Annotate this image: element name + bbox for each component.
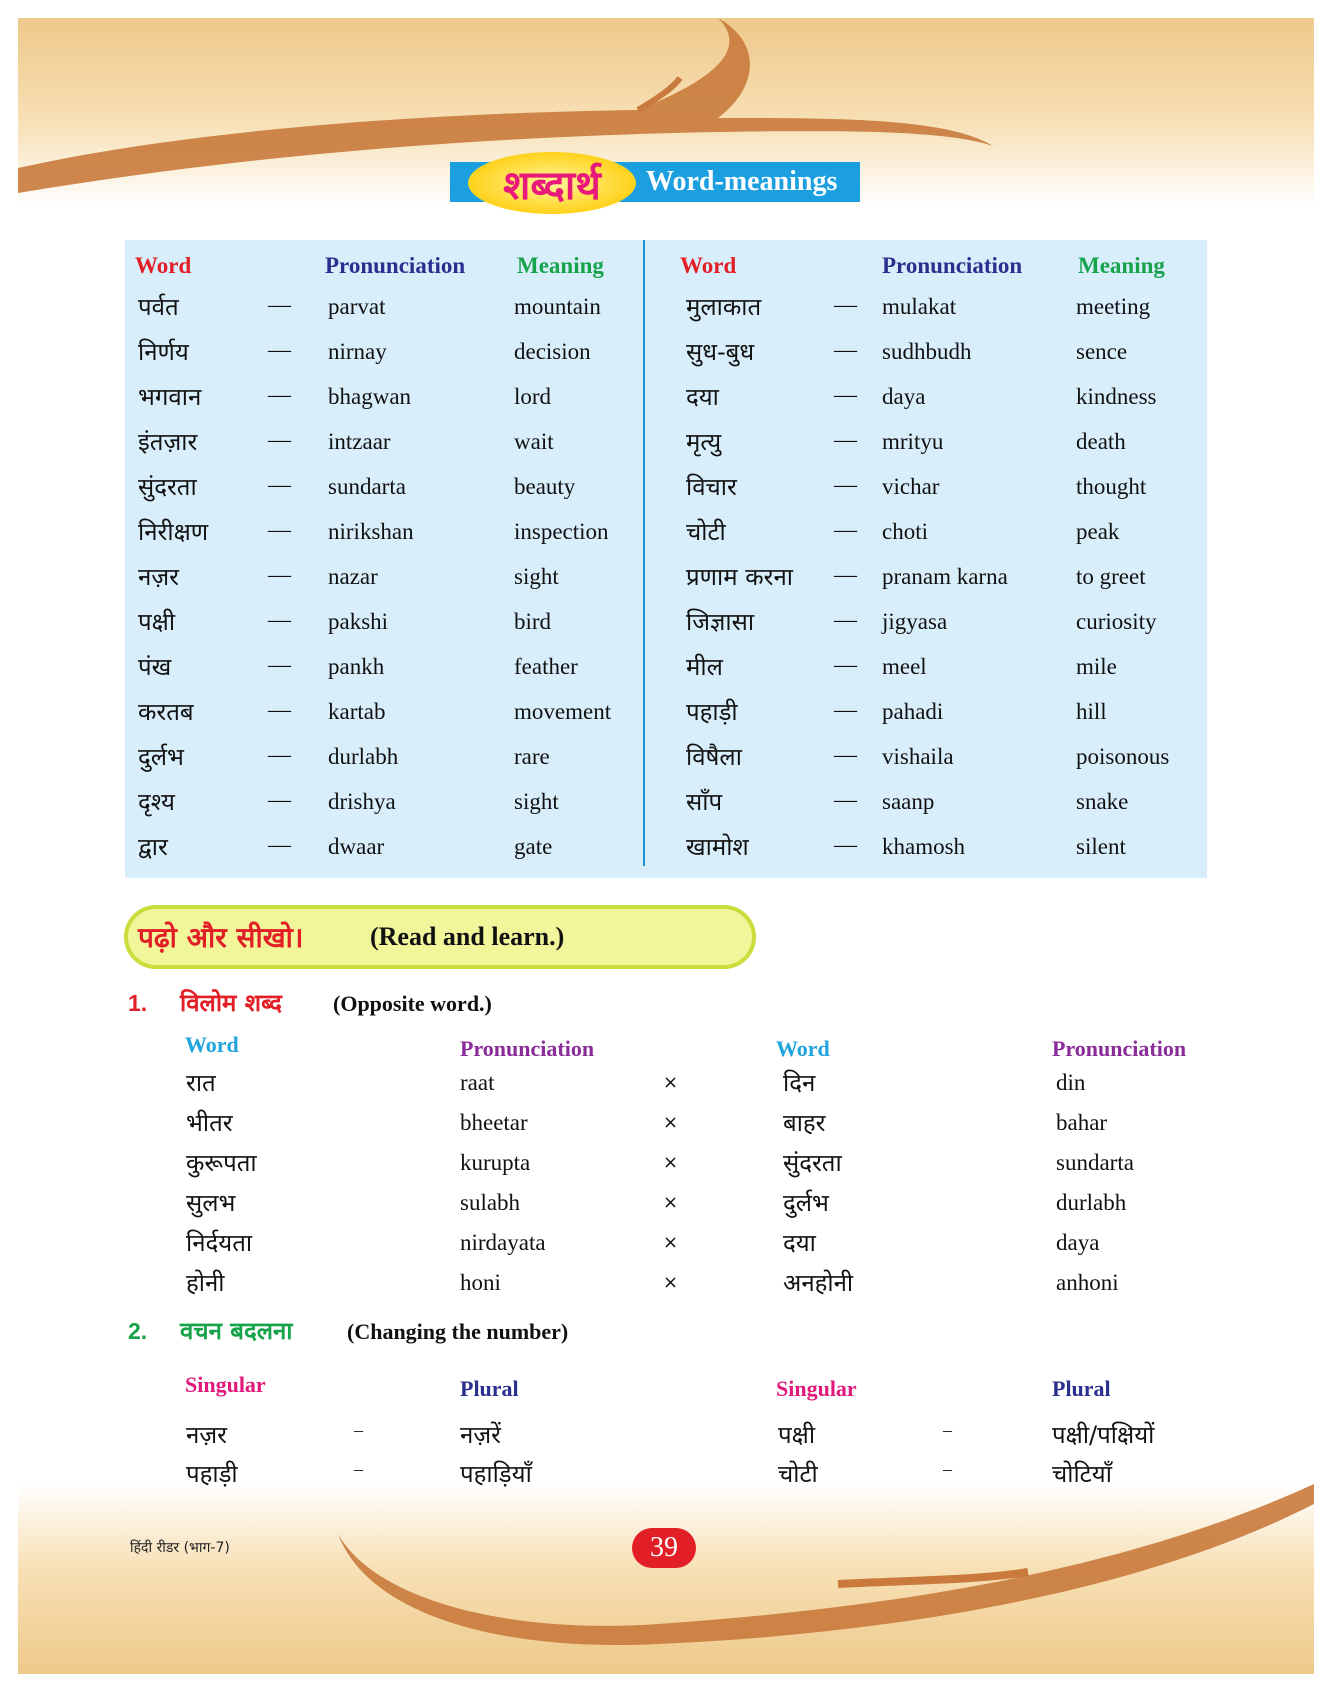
pronunciation-cell: pankh	[328, 654, 385, 679]
pronunciation-cell: sulabh	[460, 1190, 521, 1215]
dash: —	[268, 697, 291, 722]
dash: —	[268, 292, 291, 317]
table-row	[0, 1266, 1332, 1306]
meaning-cell: thought	[1076, 474, 1147, 499]
dash: —	[268, 517, 291, 542]
meaning-cell: inspection	[514, 519, 609, 544]
table-row	[0, 425, 1332, 470]
word-cell: निर्णय	[138, 338, 189, 366]
dash: —	[268, 427, 291, 452]
word-cell: होनी	[186, 1269, 225, 1297]
table-row	[0, 785, 1332, 830]
table-row	[0, 1186, 1332, 1226]
pronunciation-cell: dwaar	[328, 834, 385, 859]
pronunciation-cell: daya	[1056, 1230, 1100, 1255]
word-cell: निर्दयता	[186, 1229, 253, 1257]
table-row	[0, 560, 1332, 605]
pronunciation-cell: vishaila	[882, 744, 954, 769]
dash: —	[834, 427, 857, 452]
pronunciation-cell: pahadi	[882, 699, 944, 724]
word-cell: इंतज़ार	[138, 428, 198, 456]
word-cell: भगवान	[138, 383, 202, 411]
table-row	[0, 650, 1332, 695]
word-cell: मुलाकात	[686, 293, 762, 321]
dash: —	[834, 562, 857, 587]
opposite-mark: ×	[663, 1072, 679, 1093]
pronunciation-cell: mulakat	[882, 294, 957, 319]
word-cell: दुर्लभ	[783, 1189, 829, 1217]
pronunciation-cell: nirnay	[328, 339, 387, 364]
number-header-singular-1: Singular	[185, 1372, 266, 1397]
pronunciation-cell: nirikshan	[328, 519, 414, 544]
word-cell: विचार	[686, 473, 737, 501]
word-cell: पक्षी	[138, 608, 176, 636]
dash: —	[834, 832, 857, 857]
word-cell: मृत्यु	[686, 428, 722, 456]
header-word-right: Word	[680, 253, 737, 278]
dash: —	[268, 607, 291, 632]
meaning-cell: movement	[514, 699, 612, 724]
section-title-hindi: विलोम शब्द	[180, 989, 282, 1017]
title-english: Word-meanings	[646, 166, 838, 197]
word-cell: खामोश	[686, 833, 749, 861]
book-title-footer: हिंदी रीडर (भाग-7)	[130, 1540, 230, 1556]
opposite-mark: ×	[663, 1272, 679, 1293]
dash: —	[834, 742, 857, 767]
dash: —	[834, 697, 857, 722]
pronunciation-cell: din	[1056, 1070, 1086, 1095]
dash: —	[268, 562, 291, 587]
header-pronunciation-right: Pronunciation	[882, 253, 1023, 278]
meaning-cell: poisonous	[1076, 744, 1170, 769]
meaning-cell: beauty	[514, 474, 576, 499]
plural-cell: पक्षी/पक्षियों	[1052, 1421, 1155, 1449]
word-cell: पहाड़ी	[686, 698, 738, 726]
opposite-mark: ×	[663, 1232, 679, 1253]
section-title-english: (Changing the number)	[347, 1319, 569, 1344]
dash: –	[354, 1459, 363, 1479]
dash: –	[943, 1420, 952, 1440]
pronunciation-cell: durlabh	[328, 744, 399, 769]
table-row	[0, 335, 1332, 380]
meaning-cell: decision	[514, 339, 591, 364]
meaning-cell: to greet	[1076, 564, 1146, 589]
plural-cell: पहाड़ियाँ	[460, 1460, 532, 1488]
dash: —	[834, 787, 857, 812]
pronunciation-cell: bhagwan	[328, 384, 412, 409]
meaning-cell: peak	[1076, 519, 1120, 544]
meaning-cell: death	[1076, 429, 1126, 454]
meaning-cell: mountain	[514, 294, 601, 319]
header-pronunciation-left: Pronunciation	[325, 253, 466, 278]
number-header-plural-2: Plural	[1052, 1376, 1111, 1401]
dash: —	[268, 832, 291, 857]
pronunciation-cell: sudhbudh	[882, 339, 972, 364]
meaning-cell: silent	[1076, 834, 1126, 859]
word-cell: निरीक्षण	[138, 518, 209, 546]
meaning-cell: meeting	[1076, 294, 1151, 319]
dash: —	[268, 787, 291, 812]
table-row	[0, 515, 1332, 560]
pronunciation-cell: daya	[882, 384, 926, 409]
word-cell: जिज्ञासा	[686, 608, 755, 636]
pronunciation-cell: meel	[882, 654, 927, 679]
page-number: 39	[632, 1528, 696, 1568]
singular-cell: नज़र	[186, 1421, 227, 1449]
number-header-plural-1: Plural	[460, 1376, 519, 1401]
word-cell: पंख	[138, 653, 172, 681]
word-cell: बाहर	[783, 1109, 826, 1137]
meaning-cell: gate	[514, 834, 553, 859]
dash: —	[834, 382, 857, 407]
word-cell: दिन	[783, 1069, 816, 1097]
pronunciation-cell: nazar	[328, 564, 378, 589]
branch-decoration-bottom	[18, 1484, 1314, 1674]
table-row	[0, 1226, 1332, 1266]
table-row	[0, 695, 1332, 740]
pronunciation-cell: nirdayata	[460, 1230, 546, 1255]
pronunciation-cell: mrityu	[882, 429, 944, 454]
word-cell: दृश्य	[138, 788, 175, 816]
pronunciation-cell: honi	[460, 1270, 501, 1295]
table-row	[0, 380, 1332, 425]
meaning-cell: mile	[1076, 654, 1117, 679]
word-cell: रात	[186, 1069, 216, 1097]
word-cell: सुध-बुध	[686, 338, 755, 366]
meaning-cell: kindness	[1076, 384, 1157, 409]
table-row	[0, 740, 1332, 785]
pronunciation-cell: parvat	[328, 294, 386, 319]
opposite-mark: ×	[663, 1152, 679, 1173]
pronunciation-cell: durlabh	[1056, 1190, 1127, 1215]
word-cell: कुरूपता	[186, 1149, 257, 1177]
meaning-cell: sence	[1076, 339, 1128, 364]
table-row	[0, 1457, 1332, 1497]
meaning-cell: bird	[514, 609, 552, 634]
pronunciation-cell: sundarta	[328, 474, 406, 499]
opposite-header-word-2: Word	[776, 1036, 830, 1061]
pronunciation-cell: vichar	[882, 474, 940, 499]
pronunciation-cell: bahar	[1056, 1110, 1108, 1135]
opposite-mark: ×	[663, 1192, 679, 1213]
header-meaning-right: Meaning	[1078, 253, 1165, 278]
word-cell: पर्वत	[138, 293, 179, 321]
dash: –	[354, 1420, 363, 1440]
dash: —	[834, 652, 857, 677]
word-cell: दया	[783, 1229, 816, 1257]
dash: —	[268, 337, 291, 362]
singular-cell: पहाड़ी	[186, 1460, 238, 1488]
word-cell: द्वार	[138, 833, 168, 861]
header-word-left: Word	[135, 253, 192, 278]
opposite-header-pron-1: Pronunciation	[460, 1036, 595, 1061]
table-row	[0, 290, 1332, 335]
meaning-cell: rare	[514, 744, 550, 769]
pronunciation-cell: raat	[460, 1070, 495, 1095]
pronunciation-cell: drishya	[328, 789, 396, 814]
plural-cell: नज़रें	[460, 1421, 501, 1449]
pronunciation-cell: kurupta	[460, 1150, 531, 1175]
dash: —	[834, 472, 857, 497]
section-title-hindi: वचन बदलना	[180, 1317, 293, 1345]
dash: —	[834, 337, 857, 362]
pronunciation-cell: anhoni	[1056, 1270, 1119, 1295]
number-header-singular-2: Singular	[776, 1376, 857, 1401]
dash: —	[268, 652, 291, 677]
section-number: 2.	[128, 1318, 148, 1344]
table-row	[0, 1066, 1332, 1106]
meaning-cell: hill	[1076, 699, 1107, 724]
title-hindi: शब्दार्थ	[503, 162, 601, 209]
meaning-cell: sight	[514, 789, 559, 814]
pronunciation-cell: intzaar	[328, 429, 391, 454]
dash: —	[268, 382, 291, 407]
pronunciation-cell: pakshi	[328, 609, 389, 634]
meaning-cell: wait	[514, 429, 554, 454]
meaning-cell: sight	[514, 564, 559, 589]
opposite-header-pron-2: Pronunciation	[1052, 1036, 1187, 1061]
table-row	[0, 470, 1332, 515]
pronunciation-cell: kartab	[328, 699, 386, 724]
dash: —	[834, 517, 857, 542]
section-title-english: (Opposite word.)	[333, 991, 492, 1016]
pronunciation-cell: choti	[882, 519, 928, 544]
meaning-cell: lord	[514, 384, 552, 409]
pronunciation-cell: jigyasa	[882, 609, 948, 634]
table-row	[0, 1418, 1332, 1458]
singular-cell: चोटी	[778, 1460, 818, 1488]
read-learn-hindi: पढ़ो और सीखो।	[138, 921, 304, 954]
word-cell: दया	[686, 383, 719, 411]
opposite-mark: ×	[663, 1112, 679, 1133]
word-cell: नज़र	[138, 563, 179, 591]
dash: –	[943, 1459, 952, 1479]
dash: —	[268, 742, 291, 767]
table-row	[0, 1146, 1332, 1186]
header-meaning-left: Meaning	[517, 253, 604, 278]
word-cell: सुंदरता	[138, 473, 197, 501]
word-cell: साँप	[686, 788, 723, 816]
word-cell: विषैला	[686, 743, 742, 771]
plural-cell: चोटियाँ	[1052, 1460, 1112, 1488]
word-cell: दुर्लभ	[138, 743, 184, 771]
pronunciation-cell: pranam karna	[882, 564, 1008, 589]
table-row	[0, 1106, 1332, 1146]
pronunciation-cell: sundarta	[1056, 1150, 1134, 1175]
table-row	[0, 605, 1332, 650]
meaning-cell: snake	[1076, 789, 1129, 814]
word-cell: सुलभ	[186, 1189, 236, 1217]
dash: —	[834, 292, 857, 317]
word-cell: चोटी	[686, 518, 726, 546]
meaning-cell: feather	[514, 654, 578, 679]
pronunciation-cell: bheetar	[460, 1110, 528, 1135]
word-cell: सुंदरता	[783, 1149, 842, 1177]
meaning-cell: curiosity	[1076, 609, 1157, 634]
word-cell: करतब	[138, 698, 194, 726]
pronunciation-cell: khamosh	[882, 834, 966, 859]
word-cell: भीतर	[186, 1109, 233, 1137]
dash: —	[268, 472, 291, 497]
table-row	[0, 830, 1332, 875]
word-cell: अनहोनी	[783, 1269, 854, 1297]
dash: —	[834, 607, 857, 632]
read-learn-english: (Read and learn.)	[370, 922, 565, 951]
word-cell: प्रणाम करना	[686, 563, 793, 591]
word-cell: मील	[686, 653, 723, 681]
opposite-header-word-1: Word	[185, 1032, 239, 1057]
pronunciation-cell: saanp	[882, 789, 935, 814]
section-number: 1.	[128, 990, 148, 1016]
singular-cell: पक्षी	[778, 1421, 816, 1449]
